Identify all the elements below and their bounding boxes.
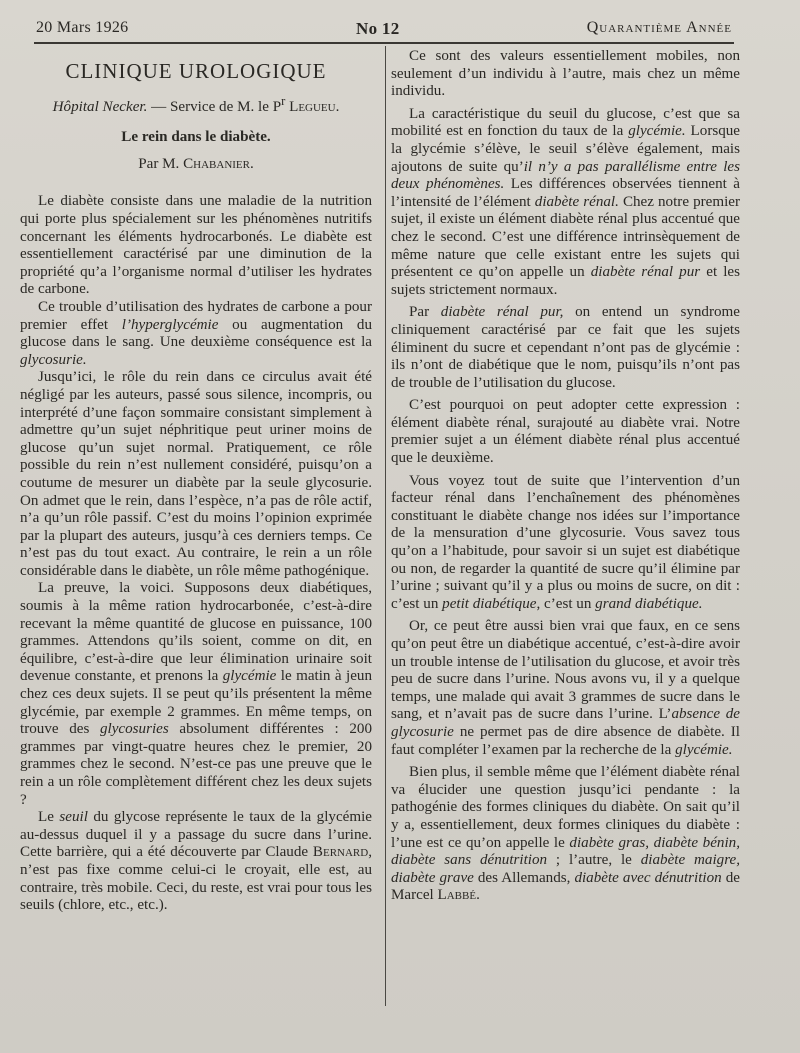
- italic-term: diabète rénal pur: [590, 264, 701, 281]
- service-text: — Service de M. le P: [147, 98, 282, 115]
- header-date: 20 Mars 1926: [36, 19, 129, 36]
- italic-term: glycémie.: [628, 123, 686, 140]
- right-column: [391, 48, 740, 905]
- text-run: La caractéristique du seuil du glucose, c’est que sa mobilité est en fonction du taux de la: [391, 105, 740, 140]
- text-run: ne permet pas de dire absence de diabète. Il faut compléter l’examen par la recherche de la: [391, 723, 740, 758]
- text-run: , n’est pas fixe comme celui-ci le croyait, elle est, au contraire, très mobile. Ceci, du reste, est vrai pour tous les seuils (chlore, etc., etc.).: [20, 844, 372, 914]
- service-line: [20, 93, 372, 117]
- text-run: Par: [409, 304, 441, 321]
- italic-term: il n’y a pas parallélisme entre les deux phénomènes.: [391, 158, 741, 193]
- article-title: Le rein dans le diabète.: [121, 129, 271, 146]
- text-run: Chez notre premier sujet, il existe un élément diabète rénal plus accentué que chez le second. C’est une différence intrinsèquement de même nature que celle existant entre les sujets qui présentent ce qu’on appelle un: [391, 193, 741, 281]
- text-run: Lorsque la glycémie s’élève, le seuil s’élève également, mais ajoutons de suite qu’: [391, 123, 741, 175]
- header-issue-number: No 12: [356, 19, 400, 38]
- text-run: ; l’autre, le: [547, 852, 641, 869]
- left-column: [20, 48, 372, 915]
- person-name: Bernard: [312, 844, 369, 861]
- text-run: Vous voyez tout de suite que l’intervention d’un facteur rénal dans l’enchaînement des phénomènes constituant le diabète change nos idées sur l’importance de la mensuration d’une glycosurie. Vous savez tous qu’on a l’habitude, pour savoir si un sujet est diabétique ou non, de regarder la quantité de sucre qu’il élimine par l’urine ; suivant qu’il y a plus ou moins de sucre, on dit : c’est un: [391, 472, 740, 612]
- text-run: La preuve, la voici. Supposons deux diabétiques, soumis à la même ration hydrocarbonée, c’est-à-dire recevant la même quantité de glucose en puissance, 100 grammes. Attendons qu’ils soient, comme on dit, en équilibre, c’est-à-dire que leur élimination urinaire soit devenue constante, et prenons la: [20, 580, 372, 685]
- italic-term: glycémie: [222, 668, 277, 685]
- right-paragraph-3: [391, 304, 740, 392]
- header-rule: [34, 42, 734, 44]
- italic-term: diabète avec dénutrition: [574, 869, 722, 886]
- italic-term: absence de glycosurie: [391, 706, 740, 740]
- text-run: du glycose représente le taux de la glycémie au-dessus duquel il y a passage du sucre dans l’urine. Cette barrière, qui a été découverte par Claude: [20, 809, 372, 861]
- text-run: , c’est un: [536, 595, 596, 612]
- italic-term: petit diabétique: [442, 595, 537, 612]
- title-superscript: r: [281, 93, 286, 108]
- italic-term: l’hyperglycémie: [121, 316, 219, 333]
- author-name: Chabanier.: [183, 155, 254, 172]
- italic-term: glycosurie.: [20, 351, 87, 368]
- text-run: Le: [38, 809, 60, 826]
- text-run: des Allemands,: [473, 869, 575, 886]
- column-divider: [385, 46, 386, 1006]
- service-chief: Legueu.: [289, 98, 340, 115]
- italic-term: glycémie.: [675, 741, 733, 758]
- left-paragraph-3: Jusqu’ici, le rôle du rein dans ce circulus avait été négligé par les auteurs, passé sous silence, incompris, ou interprété d’une façon sommaire consistant simplement à admettre qu’un sujet néphritique peut uriner moins de glucose qu’un sujet normal. Pratiquement, ce rôle possible du rein n’est nullement considéré, puisqu’on a coutume de mesurer un diabète par la seule glycosurie. On admet que le rein, dans l’espèce, n’a pas de rôle actif, n’a qu’un rôle passif. C’est du moins l’opinion exprimée par la plupart des auteurs, jusqu’à ces derniers temps. Ce n’est pas du tout exact. Au contraire, le rein a un rôle considérable dans le diabète, un rôle même pathogénique.: [20, 369, 372, 579]
- author-line: [20, 156, 372, 174]
- author-prefix: Par M.: [138, 155, 184, 172]
- section-title: CLINIQUE UROLOGIQUE: [65, 59, 327, 83]
- right-paragraph-4: C’est pourquoi on peut adopter cette expression : élément diabète rénal, surajouté au diabète vrai. Notre premier sujet a un élément diabète rénal plus accentué que le deuxième.: [391, 397, 740, 467]
- italic-term: grand diabétique.: [595, 595, 703, 612]
- text-run: Or, ce peut être aussi bien vrai que faux, en ce sens qu’on peut être un diabétique accentué, c’est-à-dire avoir un trouble intense de l’utilisation du glucose, et avoir très peu de sucre dans l’urine. Nous avons vu, il y a quelque temps, une malade qui avait 3 grammes de sucre dans le sang, et n’avait pas de sucre dans l’urine. L’: [391, 618, 740, 723]
- text-run: on entend un syndrome cliniquement caractérisé par ce fait que les sujets éliminent du sucre et cependant n’ont pas de glycémie : ils n’ont de diabétique que le nom, puisqu’ils n’ont pas de trouble de l’utilisation du glucose.: [391, 304, 740, 391]
- right-paragraph-7: [391, 764, 740, 905]
- italic-term: diabète rénal.: [534, 193, 619, 210]
- italic-term: seuil: [59, 809, 88, 826]
- italic-term: diabète gras, diabète bénin, diabète sans dénutrition: [391, 834, 740, 869]
- left-paragraph-5: [20, 809, 372, 915]
- hospital-name: Hôpital Necker.: [52, 98, 148, 115]
- person-name: Labbé.: [437, 887, 480, 904]
- text-run: Les différences observées tiennent à l’intensité de l’élément: [391, 176, 740, 210]
- text-run: absolument différentes : 200 grammes par vingt-quatre heures chez le premier, 20 grammes chez le second. N’est-ce pas une preuve que le rein a un rôle complètement différent chez les deux sujets ?: [20, 721, 372, 808]
- left-paragraph-2: [20, 299, 372, 369]
- right-paragraph-1: Ce sont des valeurs essentiellement mobiles, non seulement d’un individu à l’autre, mais chez un même individu.: [391, 48, 740, 100]
- header-volume: Quarantième Année: [586, 19, 732, 36]
- right-paragraph-6: [391, 618, 740, 759]
- text-run: et les sujets strictement normaux.: [391, 264, 740, 298]
- italic-term: glycosuries: [99, 721, 169, 738]
- text-run: Ce trouble d’utilisation des hydrates de carbone a pour premier effet: [20, 298, 372, 333]
- italic-term: diabète rénal pur,: [440, 304, 564, 321]
- italic-term: diabète maigre, diabète grave: [391, 852, 740, 886]
- left-paragraph-1: Le diabète consiste dans une maladie de la nutrition qui porte plus spécialement sur les phénomènes nutritifs concernant les éléments hydrocarbonés. Le diabète est essentiellement caractérisé par une diminution de la propriété qu’a l’organisme normal d’utiliser les hydrates de carbone.: [20, 193, 372, 298]
- right-paragraph-5: [391, 473, 740, 614]
- text-run: Bien plus, il semble même que l’élément diabète rénal va élucider une question jusqu’ici pendante : la pathogénie des formes cliniques du diabète. On sait qu’il y a, essentiellement, deux formes cliniques du diabète : l’une est ce qu’on appelle le: [391, 764, 740, 851]
- right-paragraph-2: [391, 106, 740, 300]
- text-run: le matin à jeun chez ces deux sujets. Il se peut qu’ils présentent la même glycémie, par exemple 2 grammes. En même temps, on trouve des: [20, 668, 373, 738]
- left-paragraph-4: [20, 580, 372, 809]
- text-run: de Marcel: [391, 869, 740, 904]
- text-run: ou augmentation du glucose dans le sang. Une deuxième conséquence est la: [20, 316, 372, 351]
